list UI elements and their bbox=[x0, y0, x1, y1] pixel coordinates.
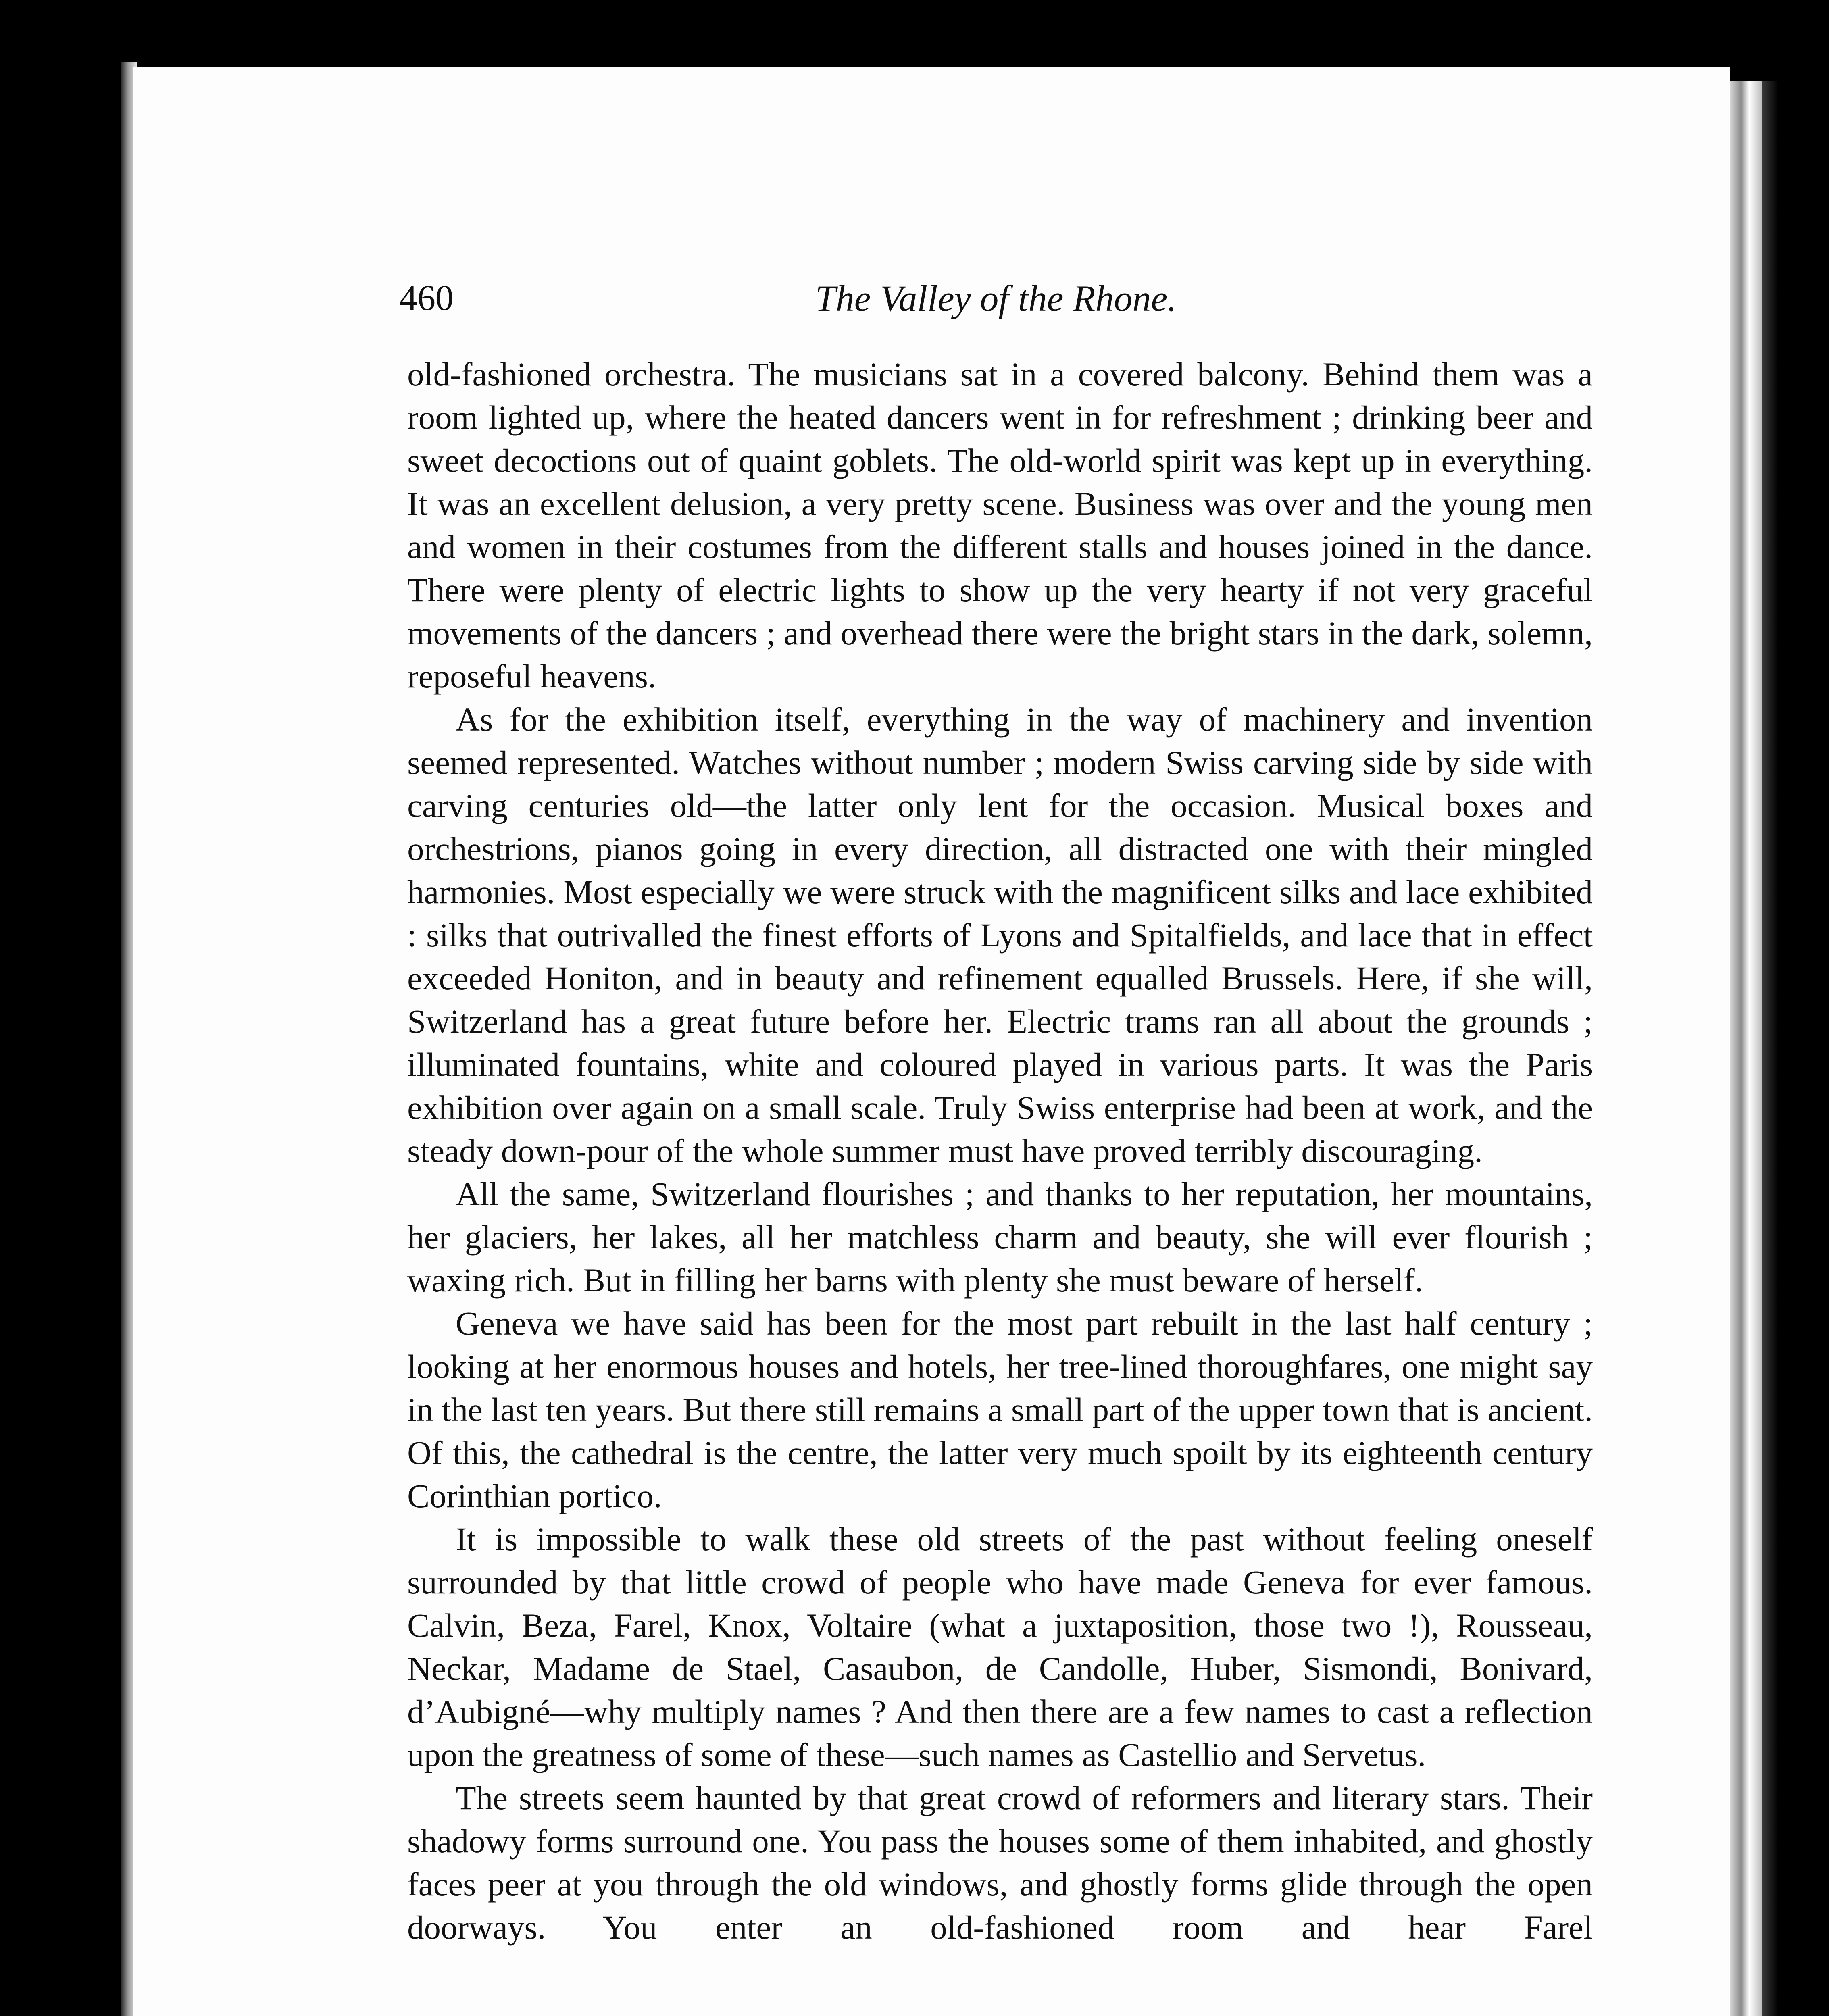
paragraph-4: Geneva we have said has been for the most part rebuilt in the last half century ; looking at her enormous houses and hotels, her tree-lined thoroughfares, one might say in the last ten years. But there still remains a small part of the upper town that is ancient. Of this, the cathedral is the centre, the latter very much spoilt by its eighteenth century Corinthian portico. bbox=[407, 1305, 1593, 1514]
page-stack-edge bbox=[1730, 81, 1762, 2016]
paragraph-5: It is impossible to walk these old streets of the past without feeling oneself surrounded by that little crowd of people who have made Geneva for ever famous. Calvin, Beza, Farel, Knox, Voltaire (what a juxtaposition, those two !), Rousseau, Neckar, Madame de Stael, Casaubon, de Candolle, Huber, Sismondi, Bonivard, d’Aubigné—why multiply names ? And then there are a few names to cast a reflection upon the greatness of some of these—such names as Castellio and Servetus. bbox=[407, 1520, 1593, 1773]
paragraph-2: As for the exhibition itself, everything in the way of machinery and invention seemed represented. Watches without number ; modern Swiss carving side by side with carving centuries old—the latter only lent for the occasion. Musical boxes and orchestrions, pianos going in every direction, all distracted one with their mingled harmonies. Most especially we were struck with the magnificent silks and lace exhibited : silks that outrivalled the finest efforts of Lyons and Spitalfields, and lace that in effect exceeded Honiton, and in beauty and refinement equalled Brussels. Here, if she will, Switzerland has a great future before her. Electric trams ran all about the grounds ; illuminated fountains, white and coloured played in various parts. It was the Paris exhibition over again on a small scale. Truly Swiss enterprise had been at work, and the steady down-pour of the whole summer must have proved terribly discouraging. bbox=[407, 701, 1593, 1169]
paragraph-1: old-fashioned orchestra. The musicians sat in a covered balcony. Behind them was a room lighted up, where the heated dancers went in for refreshment ; drinking beer and sweet decoctions out of quaint goblets. The old-world spirit was kept up in everything. It was an excellent delusion, a very pretty scene. Business was over and the young men and women in their costumes from the different stalls and houses joined in the dance. There were plenty of electric lights to show up the very hearty if not very graceful movements of the dancers ; and overhead there were the bright stars in the dark, solemn, reposeful heavens. bbox=[407, 356, 1593, 695]
page-number: 460 bbox=[399, 278, 454, 318]
paragraph-6: The streets seem haunted by that great crowd of reformers and literary stars. Their shadowy forms surround one. You pass the houses some of them inhabited, and ghostly faces peer at you through the old windows, and ghostly forms glide through the open doorways. You enter an old-fashioned room and hear Farel bbox=[407, 1779, 1593, 1946]
running-title: The Valley of the Rhone. bbox=[815, 278, 1177, 319]
paragraph-3: All the same, Switzerland flourishes ; and thanks to her reputation, her mountains, her glaciers, her lakes, all her matchless charm and beauty, she will ever flourish ; waxing rich. But in filling her barns with plenty she must beware of herself. bbox=[407, 1175, 1593, 1299]
page-header bbox=[399, 276, 1593, 329]
page-edge-shadow bbox=[1762, 81, 1778, 2016]
body-text bbox=[407, 353, 1593, 1949]
